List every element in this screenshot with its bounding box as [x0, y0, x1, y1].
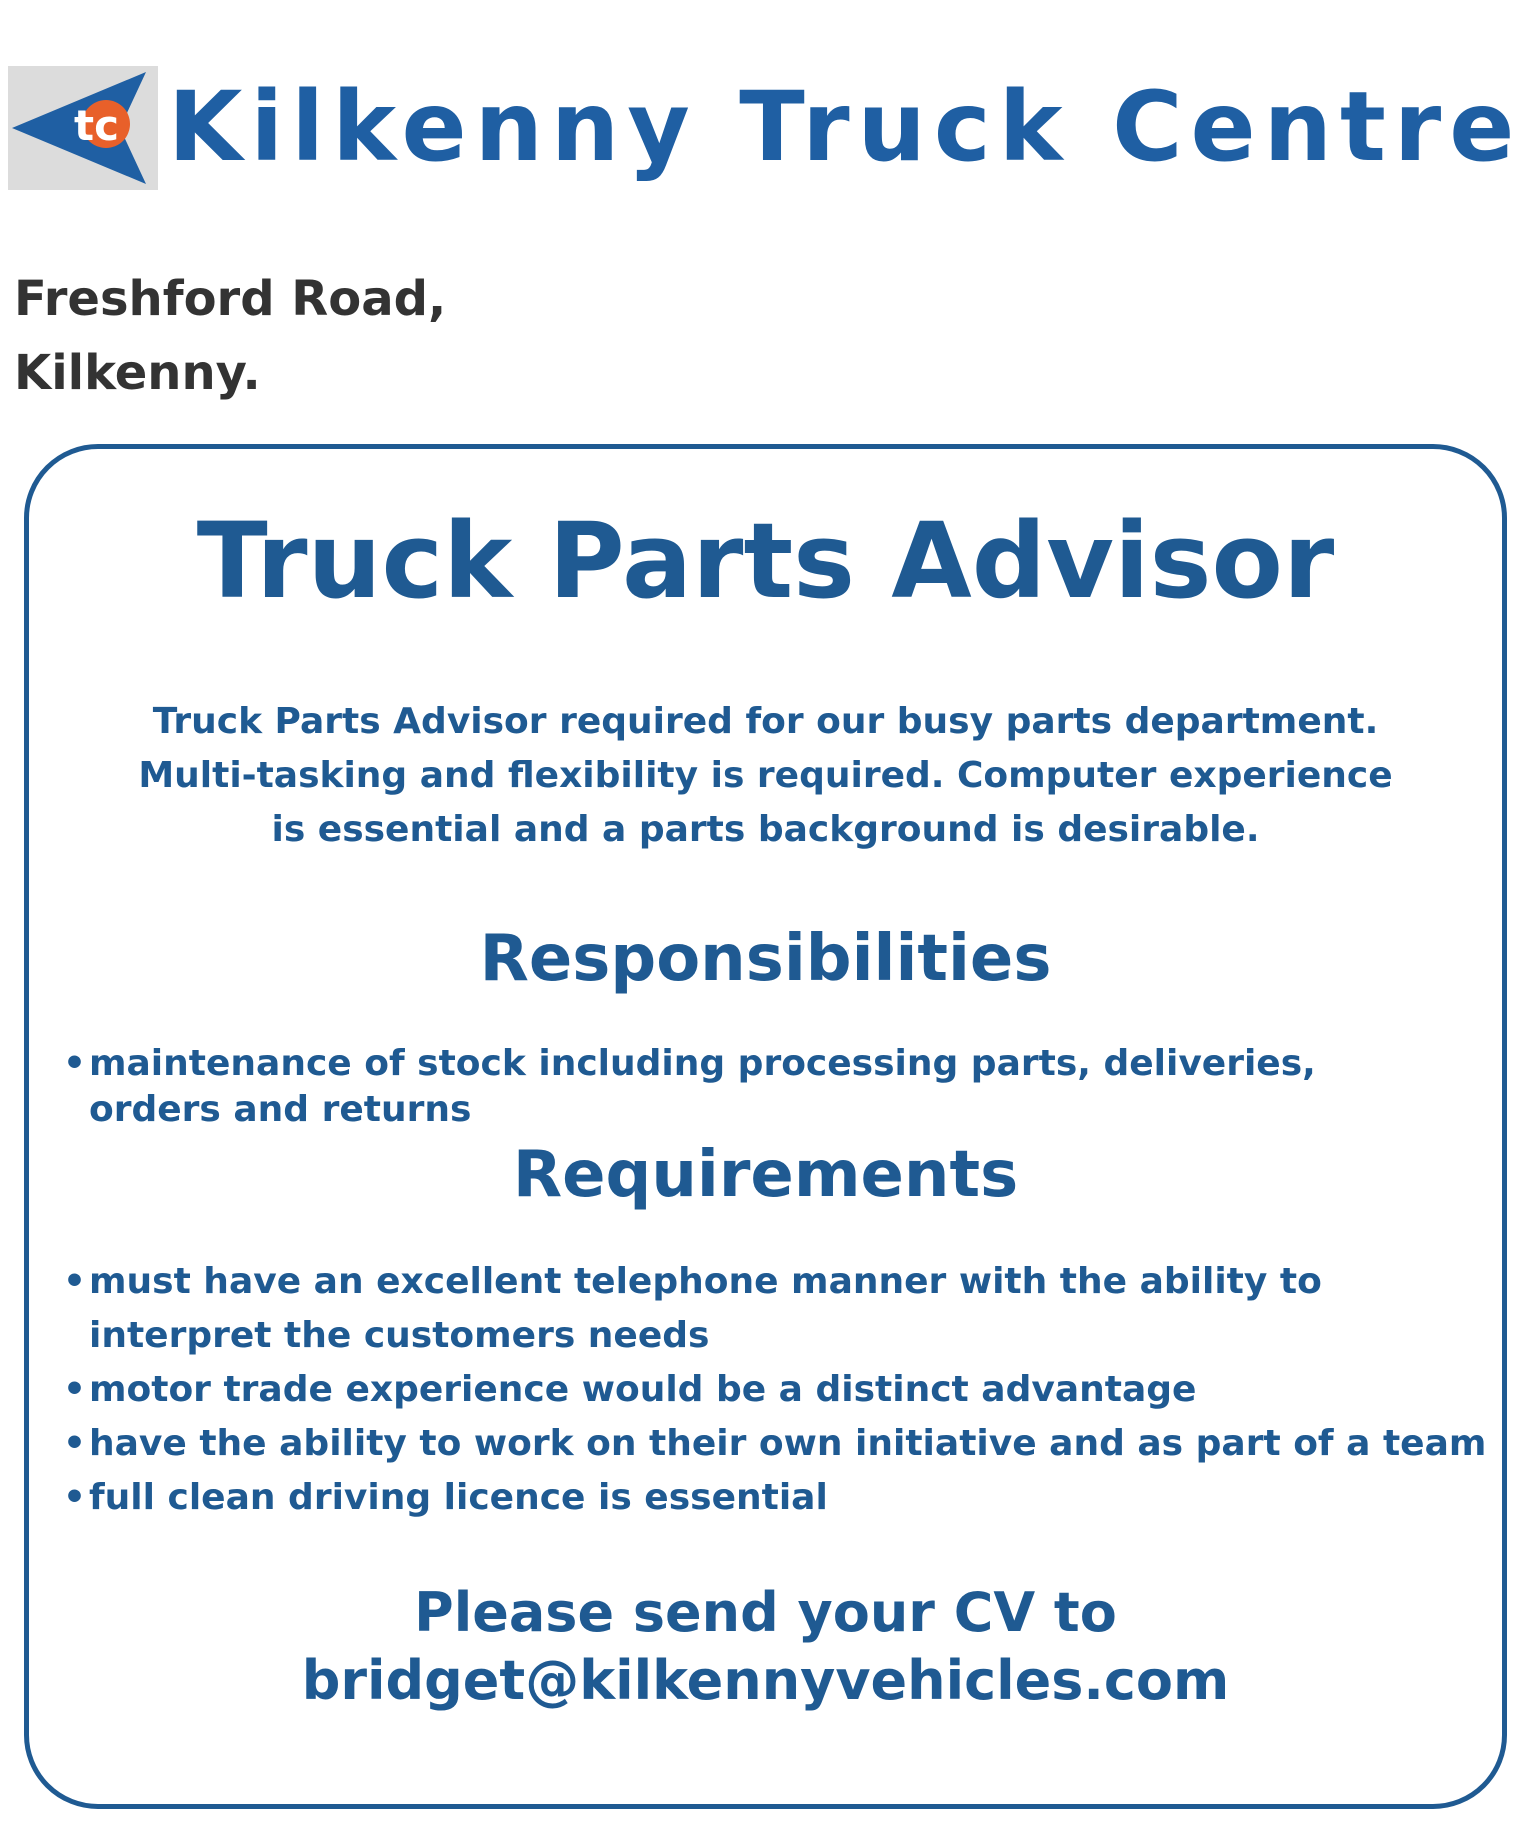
intro-line: Truck Parts Advisor required for our busy parts department.	[152, 701, 1379, 742]
list-item	[63, 1041, 1493, 1133]
list-item	[63, 1255, 1493, 1363]
list-item	[63, 1417, 1493, 1471]
responsibilities-heading: Responsibilities	[479, 922, 1052, 996]
page-header	[0, 0, 1535, 440]
bullet-icon: •	[63, 1477, 87, 1518]
list-item-text: must have an excellent telephone manner with the ability to	[89, 1261, 1322, 1302]
address-line-street: Freshford Road,	[14, 271, 447, 327]
company-address	[14, 262, 446, 410]
responsibilities-list	[63, 1041, 1493, 1133]
list-item	[63, 1363, 1493, 1417]
list-item-text: orders and returns	[89, 1089, 472, 1130]
bullet-icon: •	[63, 1369, 87, 1410]
job-title: Truck Parts Advisor	[196, 500, 1335, 622]
bullet-icon: •	[63, 1043, 87, 1084]
contact-prompt: Please send your CV to	[414, 1581, 1117, 1644]
intro-line: is essential and a parts background is desirable.	[271, 809, 1260, 850]
contact-email: bridget@kilkennyvehicles.com	[301, 1649, 1230, 1712]
list-item-text: motor trade experience would be a distinct advantage	[89, 1369, 1197, 1410]
contact-instructions	[29, 1579, 1502, 1715]
list-item-text: have the ability to work on their own initiative and as part of a team	[89, 1423, 1487, 1464]
company-name: Kilkenny Truck Centre	[168, 71, 1523, 183]
list-item-text: maintenance of stock including processing parts, deliveries,	[89, 1043, 1316, 1084]
job-ad-panel	[24, 444, 1507, 1809]
bullet-icon: •	[63, 1423, 87, 1464]
job-intro	[29, 695, 1502, 857]
logo-initials: tc	[74, 101, 119, 150]
brand-row	[8, 58, 1535, 198]
address-line-town: Kilkenny.	[14, 345, 261, 401]
list-item-text: interpret the customers needs	[89, 1315, 710, 1356]
list-item	[63, 1471, 1493, 1525]
intro-line: Multi-tasking and flexibility is required. Computer experience	[138, 755, 1393, 796]
bullet-icon: •	[63, 1261, 87, 1302]
requirements-heading: Requirements	[512, 1138, 1019, 1212]
list-item-text: full clean driving licence is essential	[89, 1477, 828, 1518]
tc-arrow-logo-icon	[8, 66, 158, 190]
requirements-list	[63, 1255, 1493, 1525]
